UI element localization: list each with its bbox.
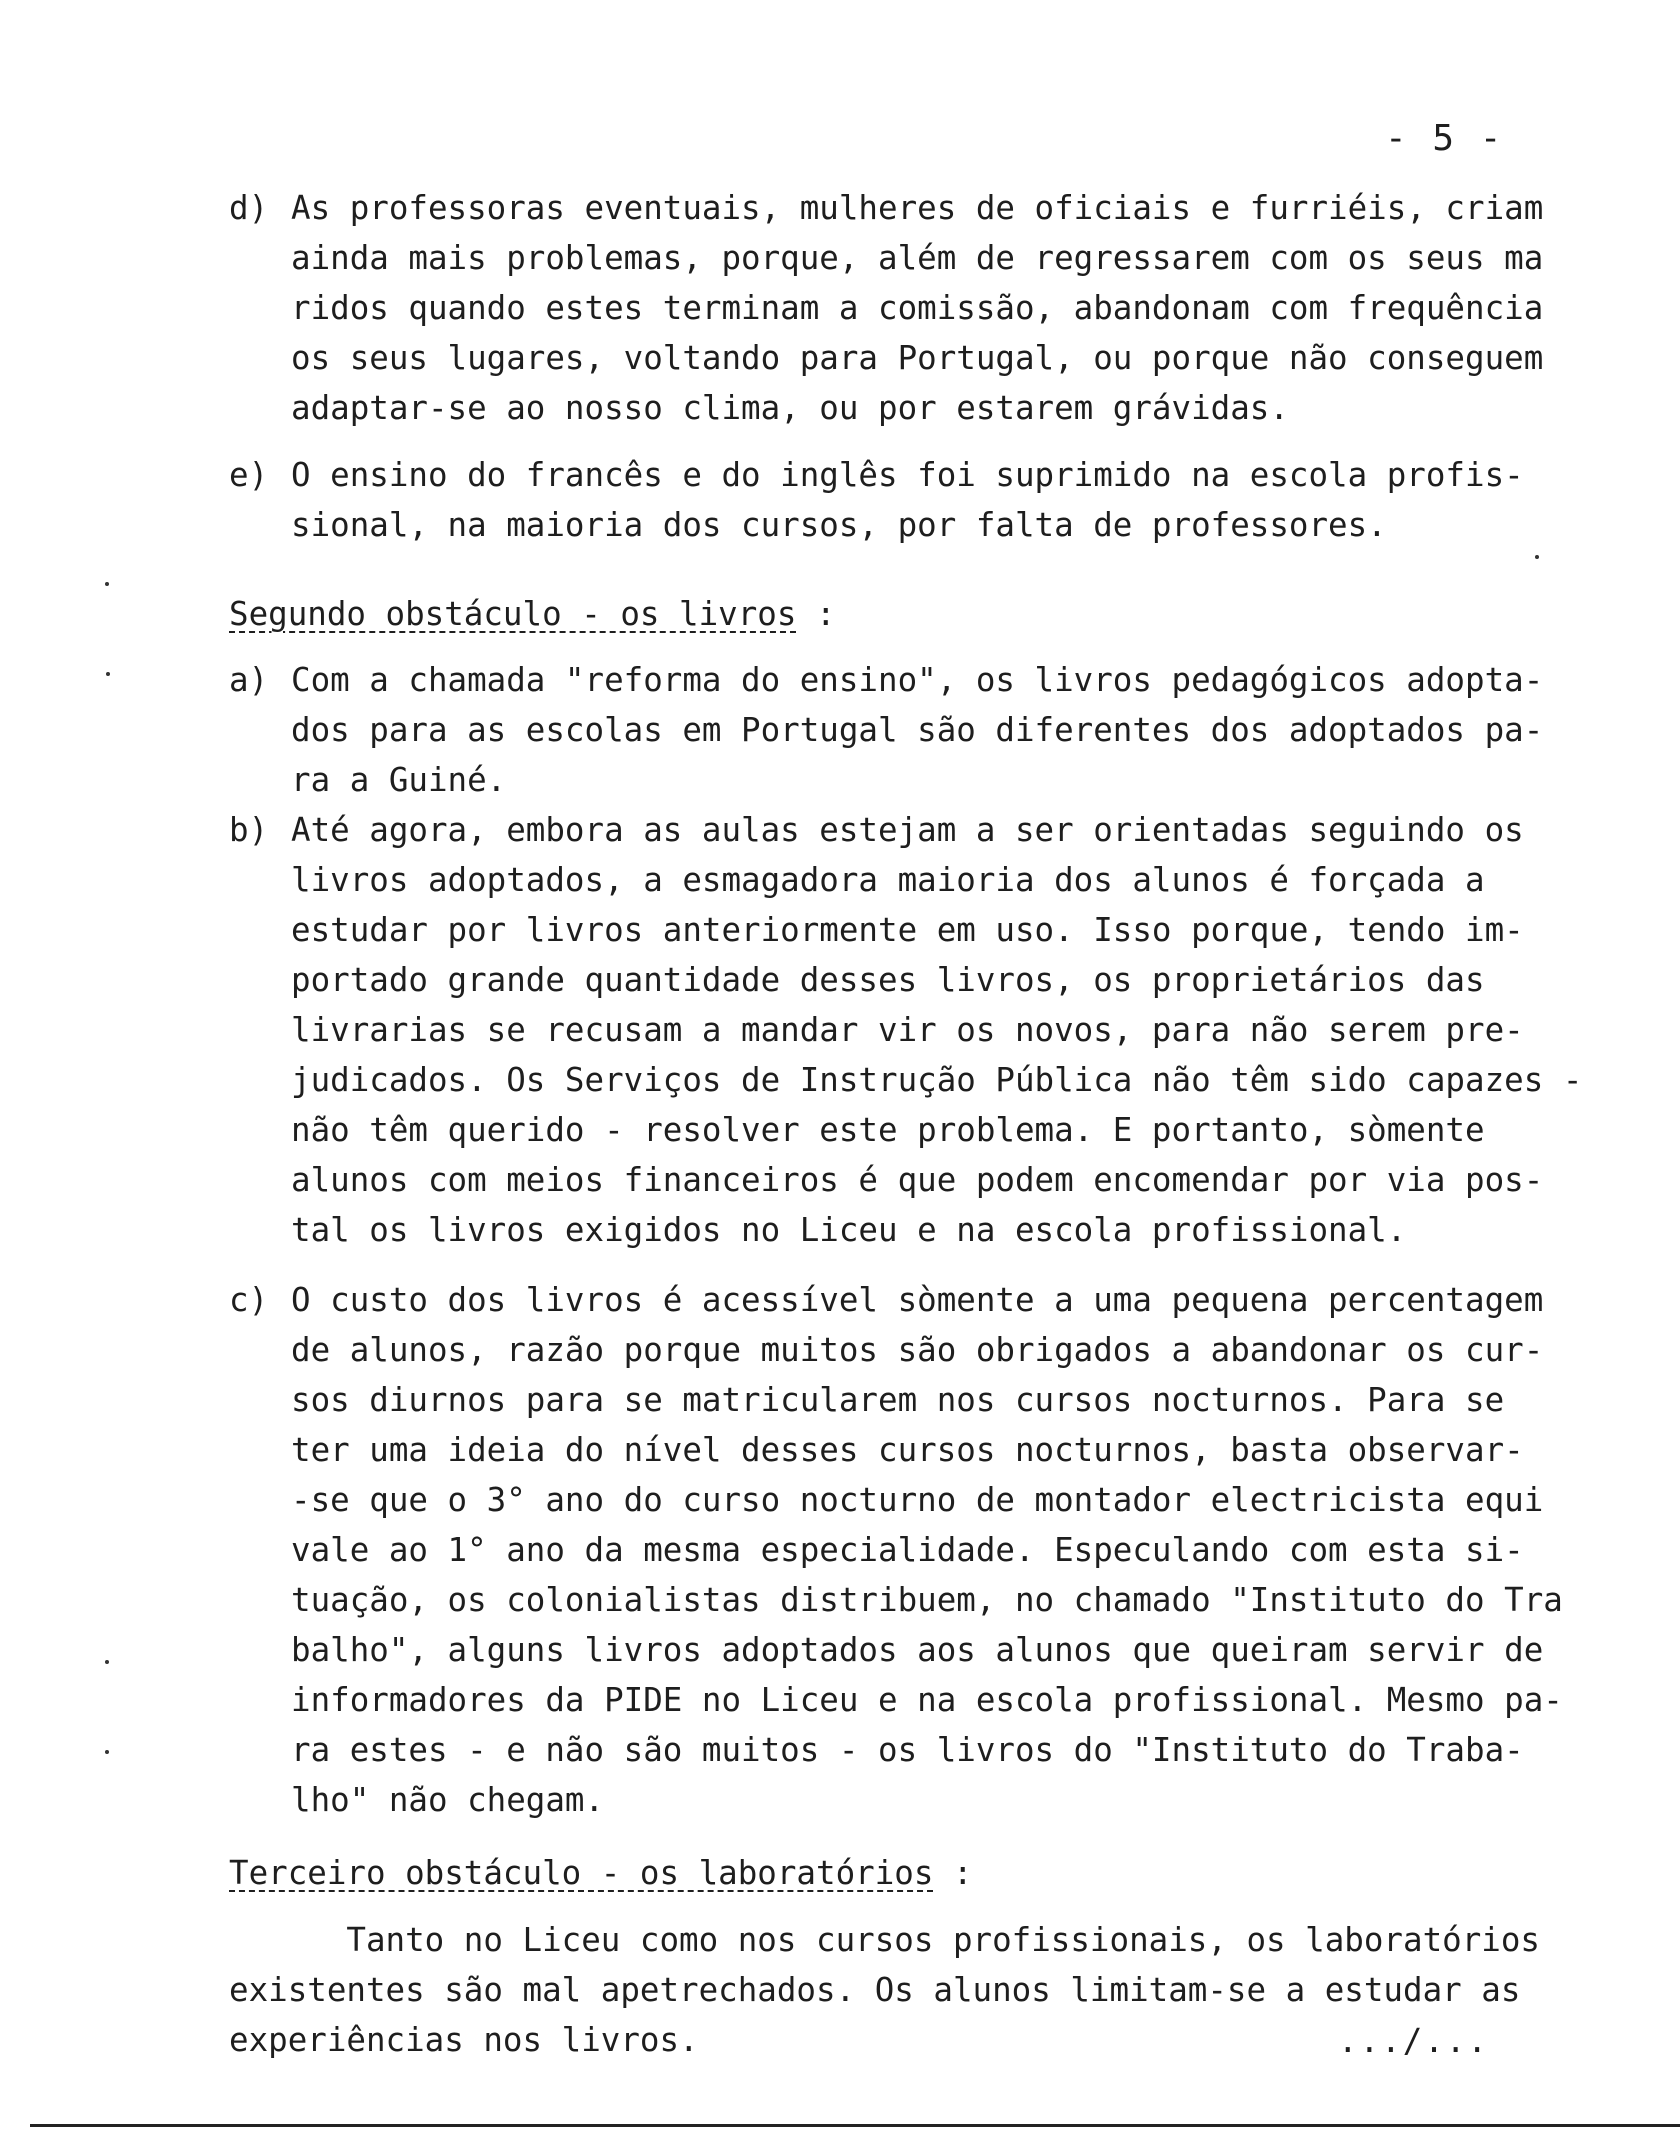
text-line: judicados. Os Serviços de Instrução Pública não têm sido capazes - — [291, 1061, 1583, 1099]
text-line: sional, na maioria dos cursos, por falta de professores. — [291, 506, 1387, 544]
text-line: lho" não chegam. — [291, 1781, 605, 1819]
list-marker: e) — [229, 456, 269, 494]
text-line: vale ao 1° ano da mesma especialidade. Especulando com esta si- — [291, 1531, 1524, 1569]
bottom-rule — [30, 2124, 1680, 2127]
scan-speck — [105, 582, 109, 586]
text-line: livrarias se recusam a mandar vir os novos, para não serem pre- — [291, 1011, 1524, 1049]
heading-text: Segundo obstáculo - os livros — [229, 595, 797, 633]
heading-text: Terceiro obstáculo - os laboratórios — [229, 1854, 934, 1892]
list-marker: a) — [229, 661, 269, 699]
text-line: livros adoptados, a esmagadora maioria dos alunos é forçada a — [291, 861, 1485, 899]
text-line: O custo dos livros é acessível sòmente a uma pequena percentagem — [291, 1281, 1544, 1319]
list-item-a — [229, 655, 1604, 805]
list-item-e — [229, 450, 1604, 550]
text-line: -se que o 3° ano do curso nocturno de montador electricista equi — [291, 1481, 1544, 1519]
text-line: ra estes - e não são muitos - os livros do "Instituto do Traba- — [291, 1731, 1524, 1769]
text-line: existentes são mal apetrechados. Os alunos limitam-se a estudar as — [229, 1971, 1521, 2009]
text-line: balho", alguns livros adoptados aos alunos que queiram servir de — [291, 1631, 1544, 1669]
text-line: sos diurnos para se matricularem nos cursos nocturnos. Para se — [291, 1381, 1505, 1419]
text-line: Com a chamada "reforma do ensino", os livros pedagógicos adopta- — [291, 661, 1544, 699]
text-line: Tanto no Liceu como nos cursos profissionais, os laboratórios — [229, 1921, 1540, 1959]
scan-speck — [105, 1750, 109, 1754]
scan-speck — [106, 672, 110, 676]
text-line: ainda mais problemas, porque, além de regressarem com os seus ma — [291, 239, 1544, 277]
page-number: - 5 - — [1385, 118, 1504, 159]
text-line: de alunos, razão porque muitos são obrigados a abandonar os cur- — [291, 1331, 1544, 1369]
text-line: Até agora, embora as aulas estejam a ser orientadas seguindo os — [291, 811, 1524, 849]
text-line: experiências nos livros. — [229, 2021, 699, 2059]
scan-speck — [105, 1660, 109, 1664]
text-line: ridos quando estes terminam a comissão, abandonam com frequência — [291, 289, 1544, 327]
text-line: tuação, os colonialistas distribuem, no chamado "Instituto do Tra — [291, 1581, 1563, 1619]
text-line: não têm querido - resolver este problema. E portanto, sòmente — [291, 1111, 1485, 1149]
list-item-b — [229, 805, 1604, 1255]
text-line: O ensino do francês e do inglês foi suprimido na escola profis- — [291, 456, 1524, 494]
text-line: alunos com meios financeiros é que podem encomendar por via pos- — [291, 1161, 1544, 1199]
text-line: adaptar-se ao nosso clima, ou por estarem grávidas. — [291, 389, 1289, 427]
section-heading-books — [229, 589, 836, 639]
scan-speck — [1535, 555, 1539, 559]
text-line: estudar por livros anteriormente em uso. Isso porque, tendo im- — [291, 911, 1524, 949]
list-marker: c) — [229, 1281, 269, 1319]
text-line: portado grande quantidade desses livros, os proprietários das — [291, 961, 1485, 999]
text-line: As professoras eventuais, mulheres de oficiais e furriéis, criam — [291, 189, 1544, 227]
list-marker: d) — [229, 189, 269, 227]
continuation-mark: .../... — [1338, 2022, 1489, 2060]
heading-suffix: : — [796, 595, 836, 633]
text-line: os seus lugares, voltando para Portugal, ou porque não conseguem — [291, 339, 1544, 377]
text-line: ra a Guiné. — [291, 761, 507, 799]
list-item-c — [229, 1275, 1604, 1825]
text-line: informadores da PIDE no Liceu e na escola profissional. Mesmo pa- — [291, 1681, 1563, 1719]
text-line: tal os livros exigidos no Liceu e na escola profissional. — [291, 1211, 1407, 1249]
section-heading-laboratories — [229, 1848, 973, 1898]
list-marker: b) — [229, 811, 269, 849]
list-item-d — [229, 183, 1604, 433]
heading-suffix: : — [933, 1854, 973, 1892]
text-line: dos para as escolas em Portugal são diferentes dos adoptados pa- — [291, 711, 1544, 749]
text-line: ter uma ideia do nível desses cursos nocturnos, basta observar- — [291, 1431, 1524, 1469]
